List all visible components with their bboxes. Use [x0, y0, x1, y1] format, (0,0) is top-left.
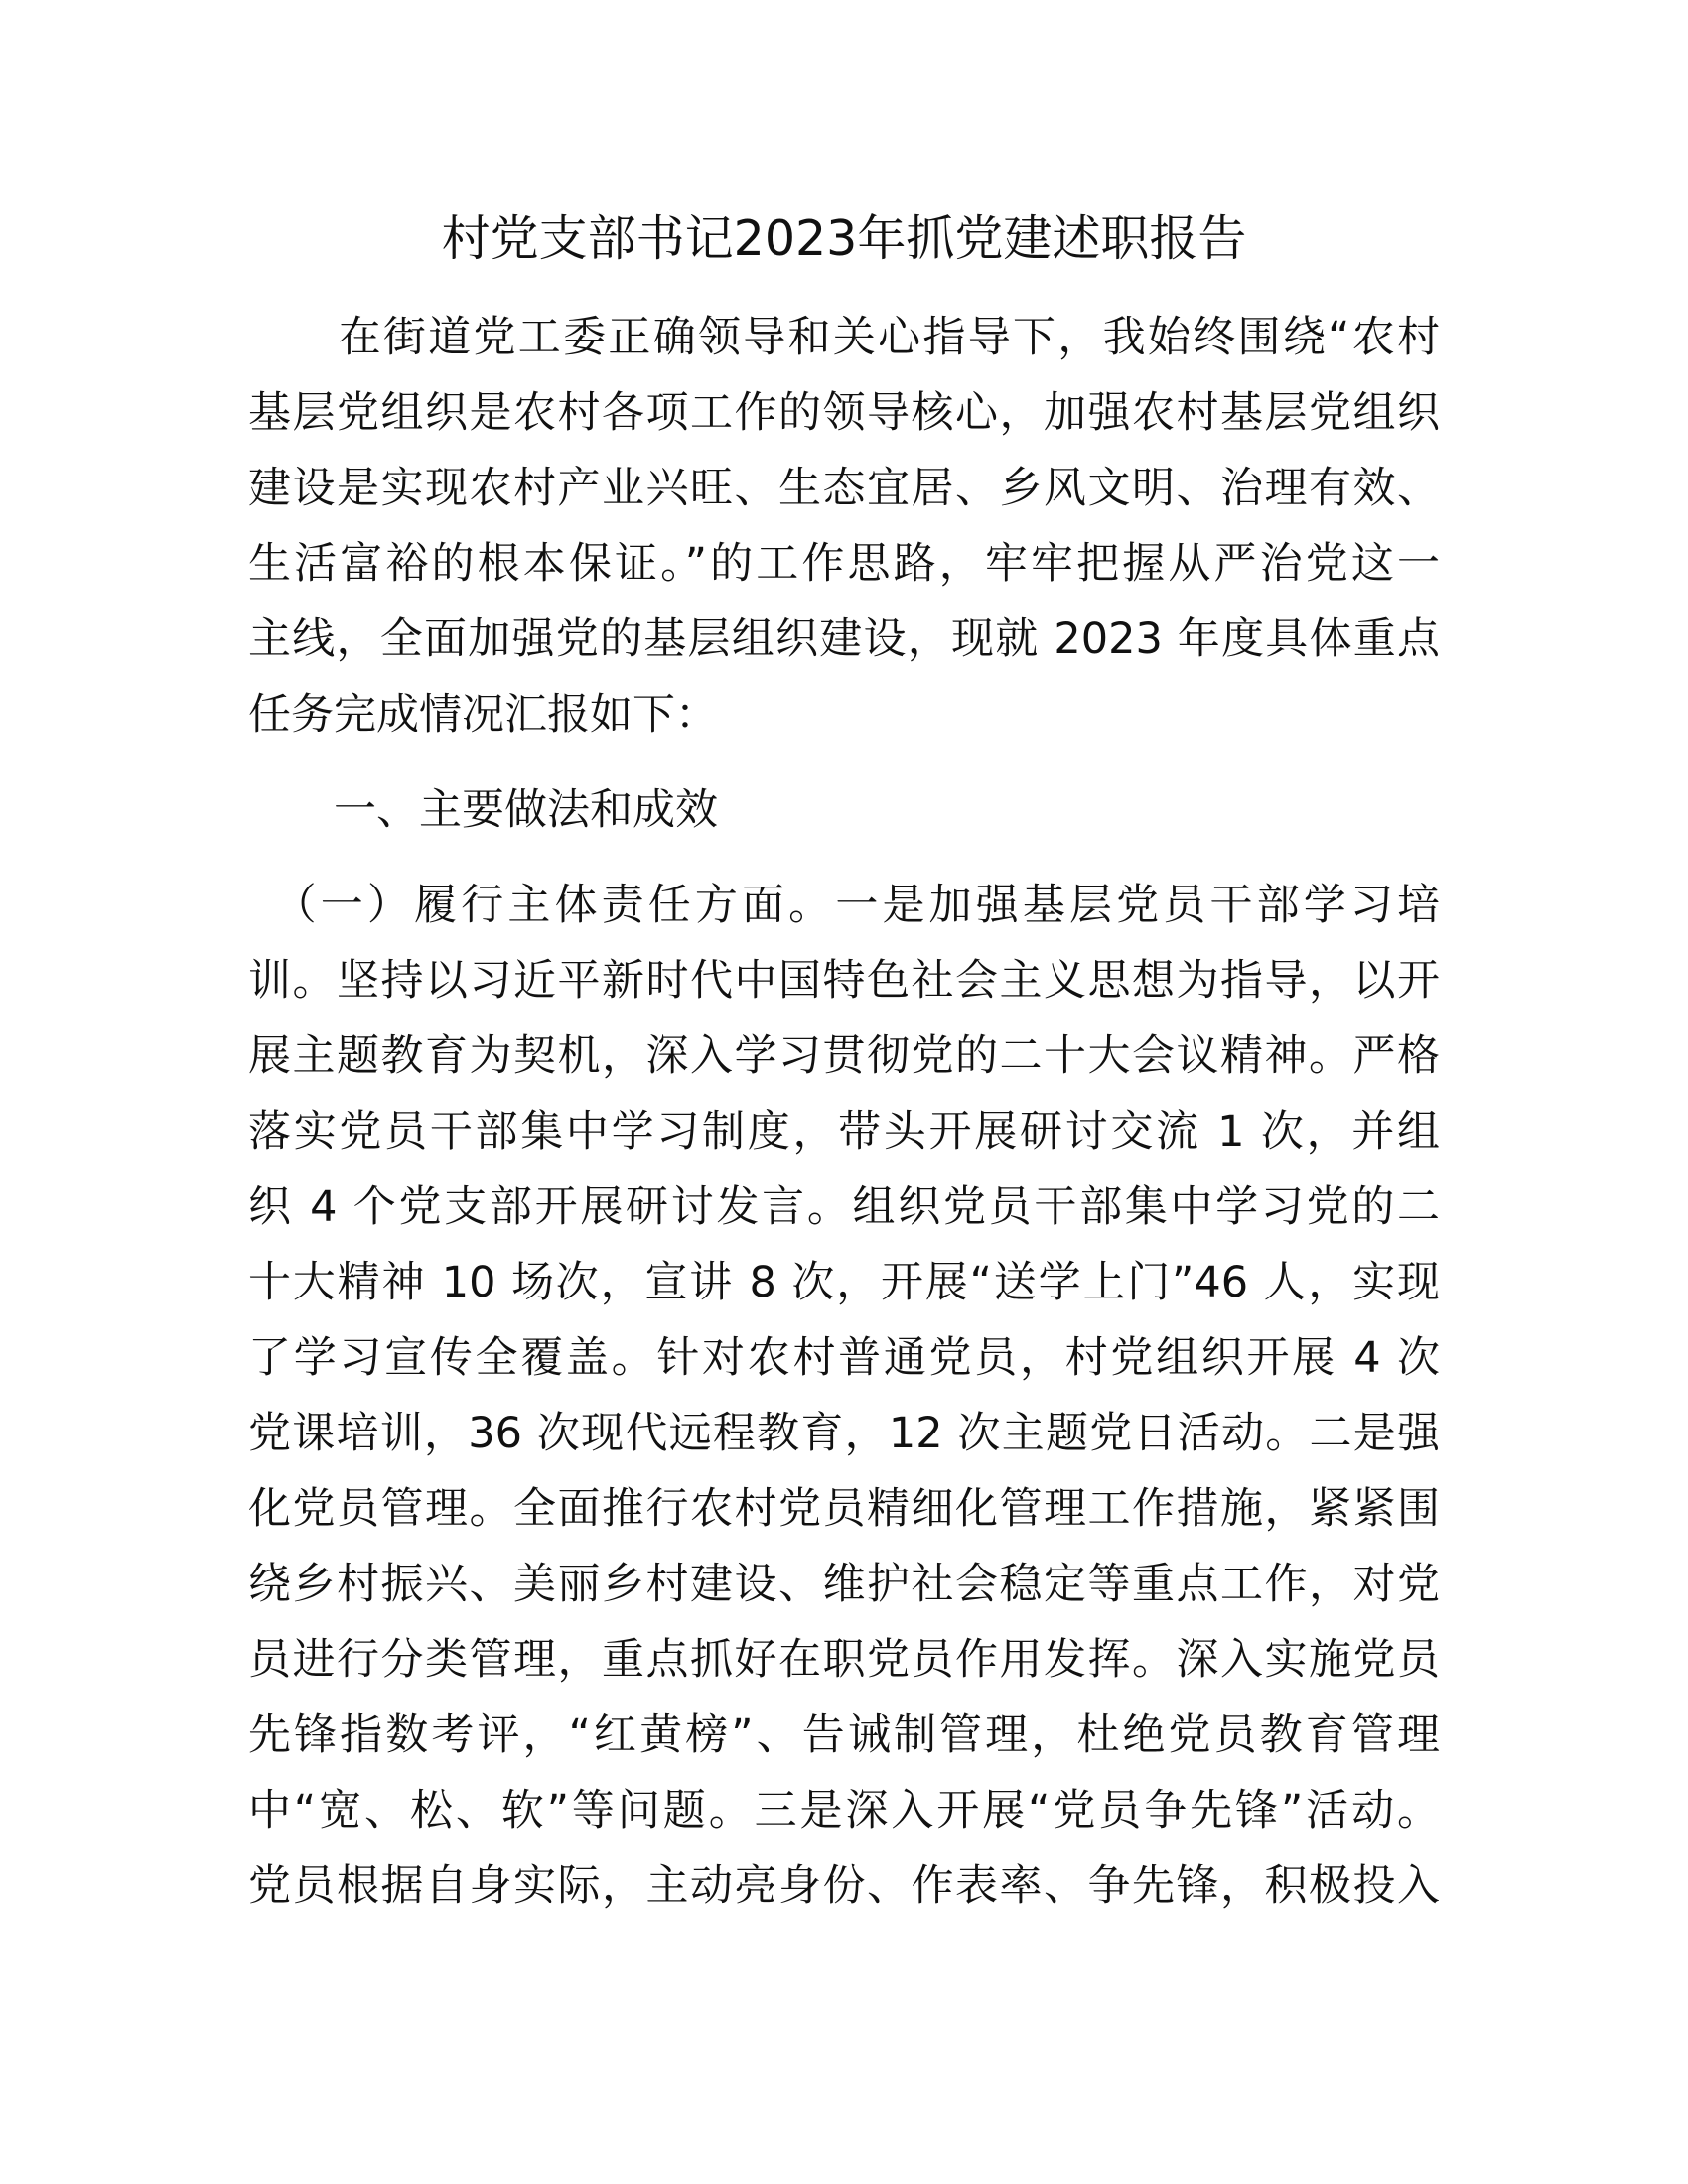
section-line: 党课培训，36 次现代远程教育，12 次主题党日活动。二是强 — [248, 1409, 1440, 1458]
paragraph-gap — [248, 848, 1440, 868]
section-line: 展主题教育为契机，深入学习贯彻党的二十大会议精神。严格 — [248, 1031, 1440, 1081]
section-line: 化党员管理。全面推行农村党员精细化管理工作措施，紧紧围 — [248, 1484, 1440, 1534]
intro-line: 基层党组织是农村各项工作的领导核心，加强农村基层党组织 — [248, 388, 1440, 438]
document-title: 村党支部书记2023年抓党建述职报告 — [441, 210, 1247, 267]
intro-line: 生活富裕的根本保证。”的工作思路，牢牢把握从严治党这一 — [248, 539, 1440, 589]
section-line: 训。坚持以习近平新时代中国特色社会主义思想为指导，以开 — [248, 956, 1440, 1006]
intro-line: 建设是实现农村产业兴旺、生态宜居、乡风文明、治理有效、 — [248, 464, 1440, 513]
section-line: 绕乡村振兴、美丽乡村建设、维护社会稳定等重点工作，对党 — [248, 1560, 1440, 1609]
section-line: 落实党员干部集中学习制度，带头开展研讨交流 1 次，并组 — [248, 1107, 1440, 1157]
section-line: 了学习宣传全覆盖。针对农村普通党员，村党组织开展 4 次 — [248, 1333, 1440, 1383]
section-heading: 一、主要做法和成效 — [248, 785, 718, 835]
section-line: 织 4 个党支部开展研讨发言。组织党员干部集中学习党的二 — [248, 1182, 1440, 1232]
intro-line: 主线，全面加强党的基层组织建设，现就 2023 年度具体重点 — [248, 614, 1440, 664]
paragraph-gap — [248, 752, 1440, 772]
section-line: 员进行分类管理，重点抓好在职党员作用发挥。深入实施党员 — [248, 1635, 1440, 1685]
document-body — [248, 300, 1440, 1924]
intro-line: 任务完成情况汇报如下： — [248, 690, 718, 740]
section-line: 先锋指数考评，“红黄榜”、告诫制管理，杜绝党员教育管理 — [248, 1710, 1440, 1760]
section-line: 中“宽、松、软”等问题。三是深入开展“党员争先锋”活动。 — [248, 1786, 1440, 1836]
section-line: 十大精神 10 场次，宣讲 8 次，开展“送学上门”46 人，实现 — [248, 1258, 1440, 1307]
section-line: （一）履行主体责任方面。一是加强基层党员干部学习培 — [248, 881, 1440, 930]
section-line: 党员根据自身实际，主动亮身份、作表率、争先锋，积极投入 — [248, 1861, 1440, 1911]
intro-line: 在街道党工委正确领导和关心指导下，我始终围绕“农村 — [248, 313, 1440, 362]
